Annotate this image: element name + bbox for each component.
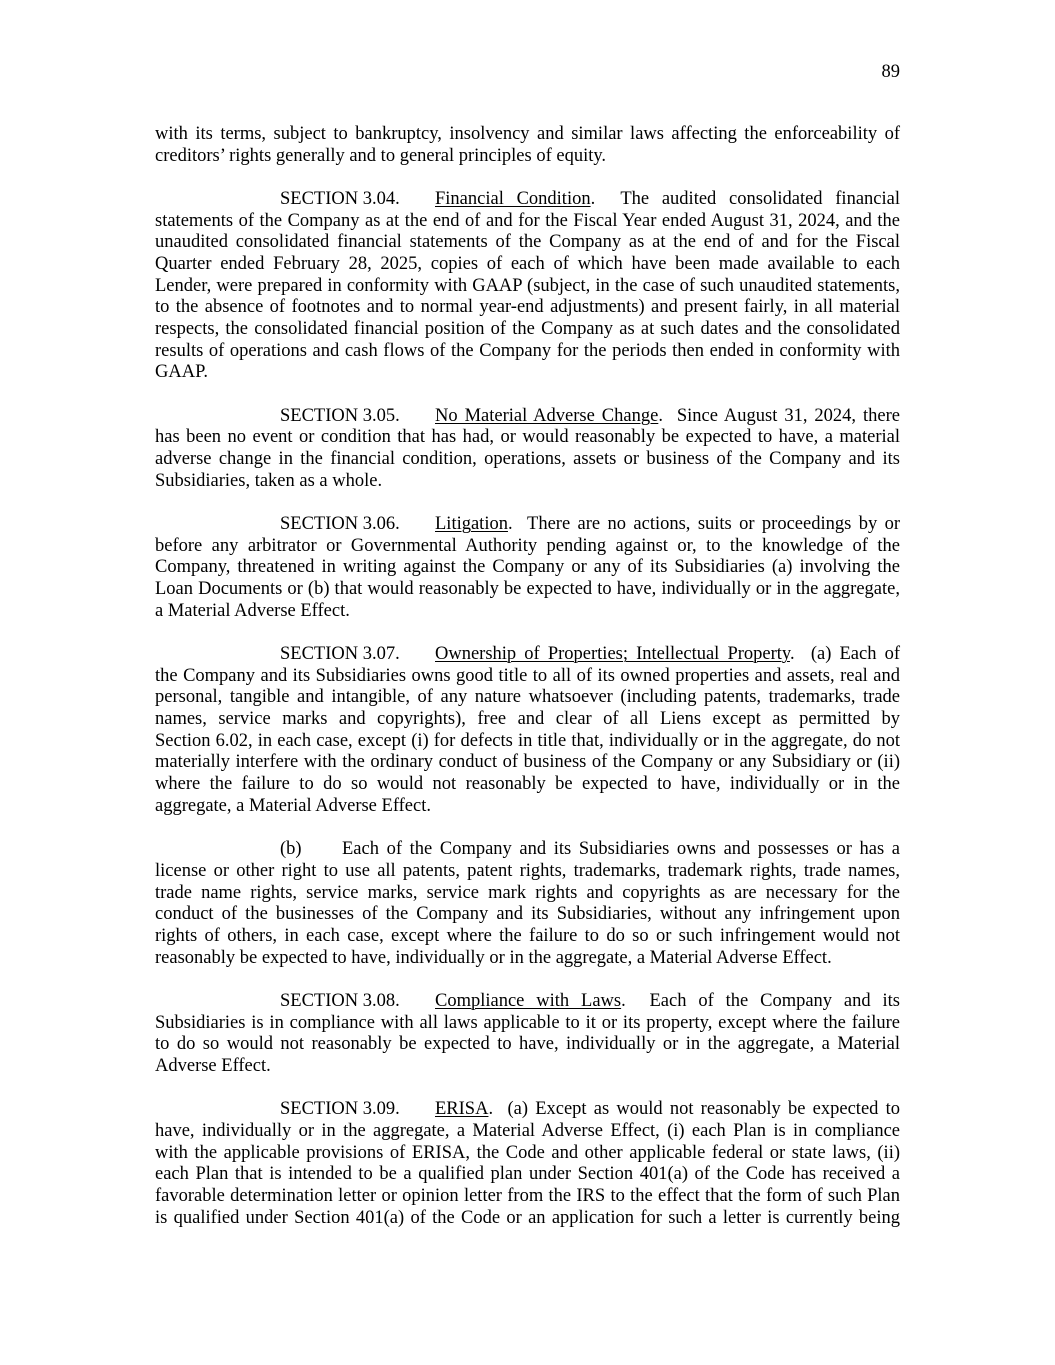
text-line: Subsidiaries is in compliance with all laws applicable to it or its property, except where the failure [155,1012,900,1033]
text-run: . Since August 31, 2024, there [658,405,900,426]
section-number: SECTION 3.06. [280,514,400,535]
section-title: Financial Condition [435,189,591,210]
section-3-05 [155,406,900,493]
section-heading-line [155,189,900,211]
text-line: rights of others, in each case, except where the failure to do so or such infringement would not [155,925,900,946]
section-3-04 [155,189,900,384]
document-body [155,124,900,1229]
text-run: . Each of the Company and its [621,990,900,1011]
text-line: Subsidiaries, taken as a whole. [155,470,383,491]
text-line: Loan Documents or (b) that would reasonably be expected to have, individually or in the aggregate, [155,579,900,600]
section-3-08 [155,991,900,1078]
section-title: Compliance with Laws [435,990,622,1011]
subparagraph-heading-line [155,839,900,861]
section-number: SECTION 3.09. [280,1099,400,1120]
text-line: materially interfere with the ordinary conduct of business of the Company or any Subsidiary or (ii) [155,752,900,773]
section-heading-line [155,1099,900,1121]
text-line: the Company and its Subsidiaries owns good title to all of its owned properties and assets, real and [155,665,900,686]
text-line: Quarter ended February 28, 2025, copies of each of which have been made available to each [155,254,900,275]
text-line: with the applicable provisions of ERISA, the Code and other applicable federal or state laws, (ii) [155,1142,900,1163]
subparagraph-label: (b) [280,839,302,860]
section-heading-line [155,991,900,1013]
text-line: reasonably be expected to have, individually or in the aggregate, a Material Adverse Effect. [155,947,832,968]
text-line: to the absence of footnotes and to normal year-end adjustments) and present fairly, in all material [155,297,900,318]
section-number: SECTION 3.04. [280,189,400,210]
text-line: aggregate, a Material Adverse Effect. [155,795,431,816]
text-line: is qualified under Section 401(a) of the Code or an application for such a letter is currently being [155,1207,900,1228]
text-line: license or other right to use all patents, patent rights, trademarks, trademark rights, trade names, [155,860,900,881]
paragraph-continuation [155,124,900,167]
text-line: unaudited consolidated financial statements of the Company as at the end of and for the Fiscal [155,232,900,253]
text-line: each Plan that is intended to be a qualified plan under Section 401(a) of the Code has received a [155,1164,900,1185]
text-line: before any arbitrator or Governmental Authority pending against or, to the knowledge of the [155,535,900,556]
text-line: conduct of the businesses of the Company and its Subsidiaries, without any infringement upon [155,904,900,925]
section-number: SECTION 3.08. [280,990,400,1011]
text-line: respects, the consolidated financial position of the Company as at such dates and the consolidated [155,319,900,340]
section-title: ERISA [435,1099,489,1120]
section-3-07-subparagraph-b [155,839,900,969]
text-run: . (a) Except as would not reasonably be expected to [488,1099,900,1120]
text-run: . The audited consolidated financial [590,189,900,210]
text-run: Each of the Company and its Subsidiaries owns and possesses or has a [342,839,900,860]
text-line: names, service marks and copyrights), free and clear of all Liens except as permitted by [155,709,900,730]
section-title: No Material Adverse Change [435,405,659,426]
text-line: where the failure to do so would not reasonably be expected to have, individually or in the [155,774,900,795]
section-3-07 [155,644,900,817]
text-line: Section 6.02, in each case, except (i) for defects in title that, individually or in the aggregate, do not [155,730,900,751]
text-line: results of operations and cash flows of the Company for the periods then ended in conformity with [155,340,900,361]
section-number: SECTION 3.07. [280,644,400,665]
text-line: adverse change in the financial condition, operations, assets or business of the Company and its [155,449,900,470]
page-number: 89 [881,62,900,82]
text-line: statements of the Company as at the end of and for the Fiscal Year ended August 31, 2024, and the [155,210,900,231]
text-run: . There are no actions, suits or proceedings by or [507,514,900,535]
section-title: Ownership of Properties; Intellectual Property [435,644,790,665]
text-line: has been no event or condition that has had, or would reasonably be expected to have, a material [155,427,900,448]
section-number: SECTION 3.05. [280,405,400,426]
text-line: a Material Adverse Effect. [155,600,350,621]
text-line: trade name rights, service marks, service mark rights and copyrights as are necessary for the [155,882,900,903]
text-line: to do so would not reasonably be expected to have, individually or in the aggregate, a Material [155,1034,900,1055]
section-heading-line [155,406,900,428]
text-line: have, individually or in the aggregate, a Material Adverse Effect, (i) each Plan is in compliance [155,1120,900,1141]
text-line: personal, tangible and intangible, of any nature whatsoever (including patents, trademarks, trade [155,687,900,708]
text-run: . (a) Each of [789,644,900,665]
text-line: Lender, were prepared in conformity with GAAP (subject, in the case of such unaudited statements, [155,275,900,296]
text-line: with its terms, subject to bankruptcy, insolvency and similar laws affecting the enforceability of [155,124,900,144]
text-line: GAAP. [155,362,208,383]
section-heading-line [155,514,900,536]
text-line: creditors’ rights generally and to general principles of equity. [155,145,607,166]
text-line: Adverse Effect. [155,1055,271,1076]
section-heading-line [155,644,900,666]
section-title: Litigation [435,514,508,535]
text-line: Company, threatened in writing against the Company or any of its Subsidiaries (a) involving the [155,557,900,578]
section-3-09 [155,1099,900,1229]
section-3-06 [155,514,900,622]
text-line: favorable determination letter or opinion letter from the IRS to the effect that the form of such Plan [155,1185,900,1206]
